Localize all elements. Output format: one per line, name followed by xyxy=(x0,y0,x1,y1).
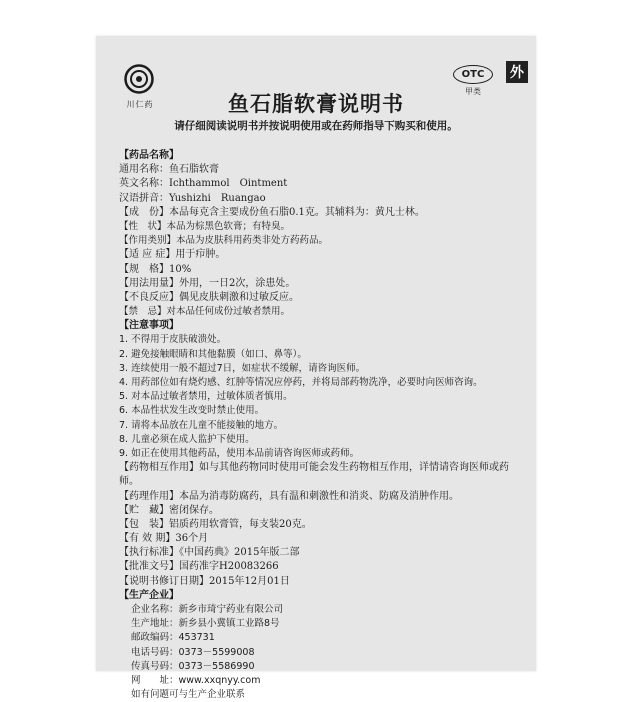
instruction-body xyxy=(119,149,524,702)
manufacturer-address: 生产地址：新乡县小冀镇工业路8号 xyxy=(131,618,280,630)
company-logo-text: 川仁药 xyxy=(126,100,154,109)
contraindications: 【禁 忌】对本品任何成份过敏者禁用。 xyxy=(119,306,291,318)
revision-date: 【说明书修订日期】2015年12月01日 xyxy=(119,575,290,587)
precaution-item: 5. 对本品过敏者禁用，过敏体质者慎用。 xyxy=(119,391,293,403)
precaution-item: 8. 儿童必须在成人监护下使用。 xyxy=(119,433,255,445)
english-name: 英文名称：Ichthammol Ointment xyxy=(119,178,288,190)
manufacturer-name: 企业名称：新乡市琦宁药业有限公司 xyxy=(131,604,284,616)
category: 【作用类别】本品为皮肤科用药类非处方药药品。 xyxy=(119,235,329,247)
appearance: 【性 状】本品为棕黑色软膏；有特臭。 xyxy=(119,220,291,232)
precaution-item: 2. 避免接触眼睛和其他黏膜（如口、鼻等）。 xyxy=(119,348,307,360)
drug-interactions: 【药物相互作用】如与其他药物同时使用可能会发生药物相互作用，详情请咨询医师或药师。 xyxy=(119,462,509,488)
manufacturer-heading: 【生产企业】 xyxy=(119,589,179,601)
document-title: 鱼石脂软膏说明书 xyxy=(228,92,404,116)
precaution-item: 6. 本品性状发生改变时禁止使用。 xyxy=(119,405,265,417)
pinyin-name: 汉语拼音：Yushizhi Ruangao xyxy=(119,192,266,204)
generic-name: 通用名称：鱼石脂软膏 xyxy=(119,164,219,176)
instruction-sheet xyxy=(96,36,536,701)
dosage: 【用法用量】外用，一日2次，涂患处。 xyxy=(119,277,296,289)
pharmacology: 【药理作用】本品为消毒防腐药，具有温和刺激性和消炎、防腐及消肿作用。 xyxy=(119,490,459,502)
precaution-item: 4. 用药部位如有烧灼感、红肿等情况应停药，并将局部药物洗净，必要时向医师咨询。 xyxy=(119,377,483,388)
otc-badge: OTC xyxy=(453,65,493,84)
composition: 【成 份】本品每克含主要成份鱼石脂0.1克。其辅料为：黄凡士林。 xyxy=(119,206,425,218)
external-use-badge: 外 xyxy=(506,61,528,83)
manufacturer-fax: 传真号码：0373－5586990 xyxy=(131,660,255,672)
storage: 【贮 藏】密闭保存。 xyxy=(119,504,219,516)
precaution-item: 1. 不得用于皮肤破溃处。 xyxy=(119,334,227,346)
standard: 【执行标准】《中国药典》2015年版二部 xyxy=(119,547,300,559)
manufacturer-website: 网 址：www.xxqnyy.com xyxy=(131,674,261,686)
contact-note: 如有问题可与生产企业联系 xyxy=(131,689,246,701)
precaution-item: 9. 如正在使用其他药品，使用本品前请咨询医师或药师。 xyxy=(119,447,360,459)
packaging: 【包 装】铝质药用软膏管，每支装20克。 xyxy=(119,518,312,530)
drug-name-heading: 【药品名称】 xyxy=(119,150,179,161)
manufacturer-phone: 电话号码：0373－5599008 xyxy=(131,646,255,658)
strength: 【规 格】10% xyxy=(119,263,192,275)
otc-class-label: 甲类 xyxy=(465,87,481,96)
precaution-item: 7. 请将本品放在儿童不能接触的地方。 xyxy=(119,419,284,431)
precaution-item: 3. 连续使用一般不超过7日，如症状不缓解，请咨询医师。 xyxy=(119,362,366,374)
precautions-heading: 【注意事项】 xyxy=(119,320,179,332)
adverse-reactions: 【不良反应】偶见皮肤刺激和过敏反应。 xyxy=(119,291,299,303)
indication: 【适 应 症】用于疖肿。 xyxy=(119,249,226,261)
manufacturer-postcode: 邮政编码：453731 xyxy=(131,632,215,644)
approval-number: 【批准文号】国药准字H20083266 xyxy=(119,561,279,573)
usage-warning: 请仔细阅读说明书并按说明使用或在药师指导下购买和使用。 xyxy=(174,120,458,132)
expiry: 【有 效 期】36个月 xyxy=(119,533,209,545)
